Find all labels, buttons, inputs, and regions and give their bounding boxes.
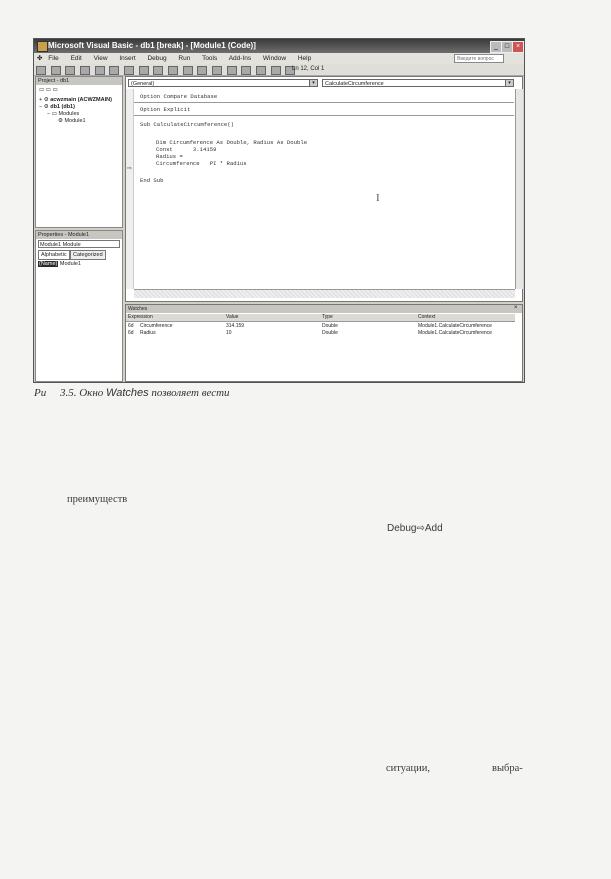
column-header[interactable]: Context	[418, 314, 436, 320]
break-icon[interactable]	[183, 66, 193, 75]
toolbox-icon[interactable]	[271, 66, 281, 75]
procedure-combo-value: CalculateCircumference	[325, 81, 384, 87]
code-line: Dim Circumference As Double, Radius As Double	[156, 139, 308, 146]
menu-tools[interactable]: Tools	[202, 55, 218, 62]
design-mode-icon[interactable]	[212, 66, 222, 75]
vba-screenshot	[33, 38, 525, 383]
paste-icon[interactable]	[109, 66, 119, 75]
body-word: ситуации,	[386, 763, 430, 774]
watches-window	[125, 304, 523, 382]
tree-item-label: db1 (db1)	[50, 104, 75, 110]
undo-icon[interactable]	[139, 66, 149, 75]
tab-alphabetic[interactable]: Alphabetic	[38, 250, 70, 260]
code-line: Sub CalculateCircumference()	[140, 121, 234, 128]
properties-pane	[35, 230, 123, 382]
object-browser-icon[interactable]	[256, 66, 266, 75]
code-line: Const 3.14159	[156, 146, 217, 153]
tab-categorized[interactable]: Categorized	[70, 250, 106, 260]
vertical-scrollbar[interactable]	[515, 89, 523, 289]
table-row[interactable]	[126, 323, 515, 330]
cell-type: Double	[322, 323, 338, 329]
menu-view[interactable]: View	[93, 55, 108, 62]
body-word: выбра-	[492, 763, 523, 774]
caption-text: позволяет вести	[151, 387, 230, 399]
cell-type: Double	[322, 330, 338, 336]
project-toolbar: ▭ ▭ ▭	[39, 87, 58, 93]
cell-expression: Circumference	[140, 323, 173, 329]
code-line: Radius =	[156, 153, 183, 160]
column-header[interactable]: Value	[226, 314, 239, 320]
vba-icon: ✤	[37, 55, 43, 62]
cell-expression: Radius	[140, 330, 156, 336]
view-access-icon[interactable]	[36, 66, 46, 75]
procedure-combo[interactable]	[322, 79, 514, 87]
code-line: Circumference PI * Radius	[156, 160, 250, 167]
watches-header	[126, 314, 515, 322]
cell-context: Module1.CalculateCircumference	[418, 330, 492, 336]
project-explorer-icon[interactable]	[227, 66, 237, 75]
tree-item[interactable]: − ⚙ db1 (db1)	[39, 104, 75, 110]
properties-icon[interactable]	[241, 66, 251, 75]
find-icon[interactable]	[124, 66, 134, 75]
save-icon[interactable]	[65, 66, 75, 75]
title-bar	[34, 39, 524, 53]
cell-value: 314.159	[226, 323, 245, 329]
execution-arrow-icon: ⇨	[127, 166, 133, 172]
chevron-down-icon[interactable]: ▾	[505, 80, 513, 86]
redo-icon[interactable]	[153, 66, 163, 75]
menu-bar	[34, 53, 524, 64]
tree-item[interactable]: ⚙ Module1	[58, 118, 86, 124]
separator	[134, 115, 514, 116]
column-header[interactable]: Expression	[128, 314, 153, 320]
cell-value: 10	[226, 330, 232, 336]
minimize-icon[interactable]: _	[490, 41, 502, 53]
caption-prefix: Ри	[34, 387, 47, 399]
app-icon	[37, 41, 48, 52]
project-pane-title: Project - db1	[36, 77, 122, 85]
menu-addins[interactable]: Add-Ins	[228, 55, 252, 62]
code-editor[interactable]	[126, 89, 515, 289]
menu-help[interactable]: Help	[297, 55, 312, 62]
menu-debug[interactable]: Debug	[147, 55, 167, 62]
object-combo[interactable]	[128, 79, 318, 87]
tree-item-label: acwzmain (ACWZMAIN)	[50, 97, 112, 103]
property-row[interactable]	[38, 260, 120, 268]
maximize-icon[interactable]: □	[501, 41, 513, 53]
chevron-down-icon[interactable]: ▾	[309, 80, 317, 86]
horizontal-scrollbar[interactable]	[134, 289, 515, 298]
body-word: преимуществ	[67, 494, 128, 505]
menu-file[interactable]: File	[48, 55, 59, 62]
code-window	[125, 76, 523, 302]
code-line: Option Compare Database	[140, 93, 218, 100]
menu-window[interactable]: Window	[262, 55, 287, 62]
object-combo-value: (General)	[131, 81, 155, 87]
window-title: Microsoft Visual Basic - db1 [break] - [Module1 (Code)]	[48, 41, 256, 50]
property-value: Module1	[59, 261, 81, 267]
figure-caption	[34, 387, 230, 399]
toolbar	[34, 64, 524, 76]
table-row[interactable]	[126, 330, 515, 337]
tree-item-label: Modules	[58, 111, 80, 117]
caption-text: Окно	[79, 387, 104, 399]
cursor-position: Ln 12, Col 1	[292, 66, 325, 72]
tree-item[interactable]: + ⚙ acwzmain (ACWZMAIN)	[39, 97, 112, 103]
property-name: (Name)	[39, 261, 58, 267]
separator	[134, 102, 514, 103]
project-pane	[35, 76, 123, 228]
properties-pane-title: Properties - Module1	[36, 231, 122, 239]
code-line: End Sub	[140, 177, 164, 184]
object-select[interactable]: Module1 Module	[38, 240, 120, 248]
watches-title: Watches	[126, 305, 522, 313]
reset-icon[interactable]	[197, 66, 207, 75]
column-header[interactable]: Type	[322, 314, 333, 320]
cell-context: Module1.CalculateCircumference	[418, 323, 492, 329]
help-search-input[interactable]: Введите вопрос	[454, 54, 504, 63]
menu-insert[interactable]: Insert	[119, 55, 136, 62]
menu-run[interactable]: Run	[178, 55, 191, 62]
insert-module-icon[interactable]	[51, 66, 61, 75]
close-icon[interactable]: ×	[514, 305, 518, 311]
copy-icon[interactable]	[95, 66, 105, 75]
body-word: Debug⇨Add	[387, 523, 443, 534]
watch-icon: 6d	[128, 330, 134, 336]
text-cursor-icon: I	[376, 192, 380, 204]
caption-watches: Watches	[106, 387, 149, 399]
close-icon[interactable]: ×	[512, 41, 524, 53]
menu-edit[interactable]: Edit	[70, 55, 82, 62]
tree-item[interactable]: − ▭ Modules	[47, 111, 80, 117]
caption-number: 3.5.	[59, 387, 77, 399]
code-line: Option Explicit	[140, 106, 191, 113]
cut-icon[interactable]	[80, 66, 90, 75]
run-icon[interactable]	[168, 66, 178, 75]
tree-item-label: Module1	[64, 118, 86, 124]
watch-icon: 6d	[128, 323, 134, 329]
